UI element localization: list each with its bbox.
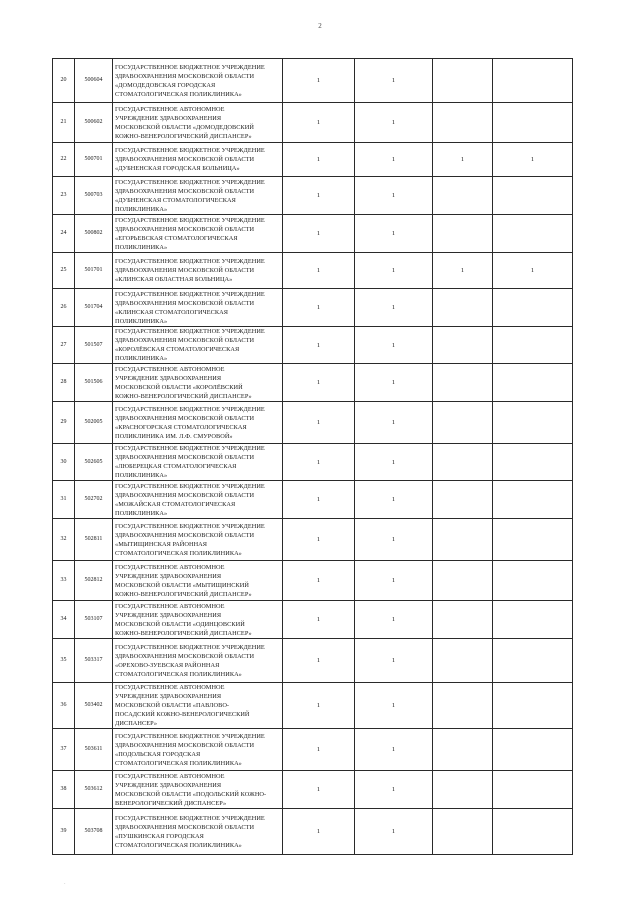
value-cell: 1 [283, 143, 355, 177]
value-cell [493, 809, 573, 855]
table-row [53, 519, 573, 561]
value-cell: 1 [355, 771, 433, 809]
institutions-table [52, 58, 573, 855]
institution-name-line: МОСКОВСКОЙ ОБЛАСТИ «ДОМОДЕДОВСКИЙ [115, 123, 254, 131]
institution-name-cell [113, 364, 283, 402]
value-cell: 1 [283, 771, 355, 809]
institution-name-line: ГОСУДАРСТВЕННОЕ БЮДЖЕТНОЕ УЧРЕЖДЕНИЕ [115, 482, 265, 490]
registry-code-cell: 501507 [75, 327, 113, 364]
institution-name-line: «ЛЮБЕРЕЦКАЯ СТОМАТОЛОГИЧЕСКАЯ [115, 463, 237, 470]
registry-code-cell: 502005 [75, 402, 113, 444]
institution-name-line: ГОСУДАРСТВЕННОЕ БЮДЖЕТНОЕ УЧРЕЖДЕНИЕ [115, 216, 265, 224]
value-cell [433, 215, 493, 253]
registry-code-cell: 502702 [75, 481, 113, 519]
institution-name-line: СТОМАТОЛОГИЧЕСКАЯ ПОЛИКЛИНИКА» [115, 670, 242, 678]
institution-name-line: ПОЛИКЛИНИКА» [115, 509, 168, 517]
institution-name-line: ГОСУДАРСТВЕННОЕ БЮДЖЕТНОЕ УЧРЕЖДЕНИЕ [115, 814, 265, 822]
institution-name-cell [113, 639, 283, 683]
institution-name-line: ПОЛИКЛИНИКА» [115, 355, 168, 362]
table-row [53, 444, 573, 481]
institution-name-line: ЗДРАВООХРАНЕНИЯ МОСКОВСКОЙ ОБЛАСТИ [115, 72, 255, 80]
registry-code-cell: 502812 [75, 561, 113, 601]
row-number-cell: 23 [53, 177, 75, 215]
value-cell: 1 [355, 481, 433, 519]
value-cell [433, 402, 493, 444]
table-row [53, 639, 573, 683]
row-number-cell: 36 [53, 683, 75, 729]
page-number: 2 [318, 22, 322, 30]
value-cell [493, 683, 573, 729]
value-cell [493, 402, 573, 444]
row-number-cell: 30 [53, 444, 75, 481]
institution-name-line: КОЖНО-ВЕНЕРОЛОГИЧЕСКИЙ ДИСПАНСЕР» [115, 132, 252, 140]
table-row [53, 402, 573, 444]
institution-name-cell [113, 103, 283, 143]
institution-name-line: КОЖНО-ВЕНЕРОЛОГИЧЕСКИЙ ДИСПАНСЕР» [115, 392, 252, 400]
value-cell: 1 [283, 59, 355, 103]
row-number-cell: 33 [53, 561, 75, 601]
registry-code-cell: 503708 [75, 809, 113, 855]
value-cell: 1 [283, 103, 355, 143]
table-row [53, 143, 573, 177]
value-cell [493, 519, 573, 561]
institution-name-line: «КРАСНОГОРСКАЯ СТОМАТОЛОГИЧЕСКАЯ [115, 423, 247, 431]
table-row [53, 729, 573, 771]
institution-name-line: ПОЛИКЛИНИКА» [115, 205, 168, 213]
value-cell: 1 [283, 561, 355, 601]
row-number-cell: 26 [53, 289, 75, 327]
value-cell: 1 [355, 402, 433, 444]
table-row [53, 683, 573, 729]
institution-name-line: «ПУШКИНСКАЯ ГОРОДСКАЯ [115, 832, 204, 840]
value-cell [433, 364, 493, 402]
value-cell: 1 [355, 215, 433, 253]
footer-mark: · [64, 882, 66, 887]
value-cell: 1 [355, 177, 433, 215]
table-row [53, 289, 573, 327]
registry-code-cell: 501704 [75, 289, 113, 327]
value-cell [433, 59, 493, 103]
institution-name-line: «ДУБНЕНСКАЯ СТОМАТОЛОГИЧЕСКАЯ [115, 196, 236, 204]
institution-name-line: УЧРЕЖДЕНИЕ ЗДРАВООХРАНЕНИЯ [115, 114, 222, 122]
institution-name-line: «ОРЕХОВО-ЗУЕВСКАЯ РАЙОННАЯ [115, 661, 220, 669]
table-row [53, 771, 573, 809]
row-number-cell: 37 [53, 729, 75, 771]
institution-name-line: МОСКОВСКОЙ ОБЛАСТИ «КОРОЛЁВСКИЙ [115, 383, 243, 391]
row-number-cell: 39 [53, 809, 75, 855]
value-cell: 1 [355, 683, 433, 729]
institution-name-line: ЗДРАВООХРАНЕНИЯ МОСКОВСКОЙ ОБЛАСТИ [115, 225, 255, 233]
value-cell [433, 639, 493, 683]
institution-name-line: ЗДРАВООХРАНЕНИЯ МОСКОВСКОЙ ОБЛАСТИ [115, 454, 255, 461]
institution-name-line: «КОРОЛЁВСКАЯ СТОМАТОЛОГИЧЕСКАЯ [115, 346, 240, 353]
value-cell: 1 [283, 683, 355, 729]
registry-code-cell: 501701 [75, 253, 113, 289]
row-number-cell: 31 [53, 481, 75, 519]
institution-name-cell [113, 561, 283, 601]
table-row [53, 364, 573, 402]
value-cell [493, 561, 573, 601]
institution-name-line: ЗДРАВООХРАНЕНИЯ МОСКОВСКОЙ ОБЛАСТИ [115, 491, 255, 499]
value-cell [433, 177, 493, 215]
value-cell: 1 [355, 729, 433, 771]
institution-name-line: СТОМАТОЛОГИЧЕСКАЯ ПОЛИКЛИНИКА» [115, 759, 242, 767]
row-number-cell: 32 [53, 519, 75, 561]
institution-name-line: ПОЛИКЛИНИКА» [115, 317, 168, 325]
institution-name-line: КОЖНО-ВЕНЕРОЛОГИЧЕСКИЙ ДИСПАНСЕР» [115, 590, 252, 598]
value-cell: 1 [355, 364, 433, 402]
value-cell: 1 [283, 601, 355, 639]
institution-name-line: ГОСУДАРСТВЕННОЕ АВТОНОМНОЕ [115, 563, 225, 571]
institution-name-line: «КЛИНСКАЯ ОБЛАСТНАЯ БОЛЬНИЦА» [115, 276, 233, 283]
institution-name-line: ГОСУДАРСТВЕННОЕ БЮДЖЕТНОЕ УЧРЕЖДЕНИЕ [115, 147, 265, 154]
value-cell: 1 [283, 519, 355, 561]
institution-name-line: ГОСУДАРСТВЕННОЕ БЮДЖЕТНОЕ УЧРЕЖДЕНИЕ [115, 445, 265, 452]
institution-name-line: УЧРЕЖДЕНИЕ ЗДРАВООХРАНЕНИЯ [115, 693, 222, 700]
institution-name-line: МОСКОВСКОЙ ОБЛАСТИ «ОДИНЦОВСКИЙ [115, 620, 245, 628]
value-cell [493, 59, 573, 103]
registry-code-cell: 503317 [75, 639, 113, 683]
registry-code-cell: 500802 [75, 215, 113, 253]
institution-name-line: ЗДРАВООХРАНЕНИЯ МОСКОВСКОЙ ОБЛАСТИ [115, 267, 255, 274]
value-cell: 1 [283, 729, 355, 771]
institution-name-line: «ДОМОДЕДОВСКАЯ ГОРОДСКАЯ [115, 81, 216, 89]
value-cell: 1 [283, 481, 355, 519]
row-number-cell: 34 [53, 601, 75, 639]
registry-code-cell: 502605 [75, 444, 113, 481]
institution-name-cell [113, 809, 283, 855]
value-cell: 1 [355, 519, 433, 561]
institution-name-line: МОСКОВСКОЙ ОБЛАСТИ «ПОДОЛЬСКИЙ КОЖНО- [115, 790, 267, 798]
institution-name-line: «МЫТИЩИНСКАЯ РАЙОННАЯ [115, 540, 208, 548]
institution-name-line: ЗДРАВООХРАНЕНИЯ МОСКОВСКОЙ ОБЛАСТИ [115, 741, 255, 749]
institution-name-line: ГОСУДАРСТВЕННОЕ БЮДЖЕТНОЕ УЧРЕЖДЕНИЕ [115, 328, 265, 335]
value-cell [433, 327, 493, 364]
institution-name-line: ГОСУДАРСТВЕННОЕ БЮДЖЕТНОЕ УЧРЕЖДЕНИЕ [115, 290, 265, 298]
table-row [53, 103, 573, 143]
registry-code-cell: 501506 [75, 364, 113, 402]
institution-name-line: МОСКОВСКОЙ ОБЛАСТИ «ПАВЛОВО- [115, 702, 230, 709]
row-number-cell: 21 [53, 103, 75, 143]
value-cell [493, 327, 573, 364]
institution-name-line: ГОСУДАРСТВЕННОЕ БЮДЖЕТНОЕ УЧРЕЖДЕНИЕ [115, 732, 265, 740]
value-cell: 1 [355, 327, 433, 364]
registry-code-cell: 503107 [75, 601, 113, 639]
institution-name-line: УЧРЕЖДЕНИЕ ЗДРАВООХРАНЕНИЯ [115, 572, 222, 580]
value-cell [493, 289, 573, 327]
value-cell: 1 [493, 253, 573, 289]
value-cell: 1 [355, 289, 433, 327]
institution-name-cell [113, 683, 283, 729]
institution-name-cell [113, 177, 283, 215]
institution-name-line: ЗДРАВООХРАНЕНИЯ МОСКОВСКОЙ ОБЛАСТИ [115, 187, 255, 195]
value-cell [433, 103, 493, 143]
institution-name-line: «МОЖАЙСКАЯ СТОМАТОЛОГИЧЕСКАЯ [115, 500, 236, 508]
institution-name-line: СТОМАТОЛОГИЧЕСКАЯ ПОЛИКЛИНИКА» [115, 841, 242, 849]
value-cell [493, 444, 573, 481]
institution-name-line: ДИСПАНСЕР» [115, 720, 158, 727]
table-row [53, 481, 573, 519]
institution-name-line: ПОЛИКЛИНИКА ИМ. Л.Ф. СМУРОВОЙ» [115, 432, 233, 440]
value-cell: 1 [283, 639, 355, 683]
value-cell: 1 [283, 253, 355, 289]
value-cell: 1 [283, 809, 355, 855]
institution-name-line: КОЖНО-ВЕНЕРОЛОГИЧЕСКИЙ ДИСПАНСЕР» [115, 629, 252, 637]
institution-name-line: «ДУБНЕНСКАЯ ГОРОДСКАЯ БОЛЬНИЦА» [115, 165, 240, 172]
institution-name-cell [113, 402, 283, 444]
row-number-cell: 29 [53, 402, 75, 444]
institution-name-cell [113, 601, 283, 639]
registry-code-cell: 503612 [75, 771, 113, 809]
table-row [53, 809, 573, 855]
value-cell [433, 683, 493, 729]
registry-code-cell: 502811 [75, 519, 113, 561]
row-number-cell: 28 [53, 364, 75, 402]
row-number-cell: 27 [53, 327, 75, 364]
institution-name-cell [113, 143, 283, 177]
value-cell [433, 771, 493, 809]
registry-code-cell: 500701 [75, 143, 113, 177]
institution-name-line: ПОЛИКЛИНИКА» [115, 472, 168, 479]
table-row [53, 601, 573, 639]
value-cell: 1 [283, 289, 355, 327]
value-cell: 1 [355, 601, 433, 639]
registry-code-cell: 500602 [75, 103, 113, 143]
value-cell [493, 639, 573, 683]
value-cell [493, 177, 573, 215]
value-cell: 1 [355, 253, 433, 289]
value-cell: 1 [355, 809, 433, 855]
institution-name-cell [113, 253, 283, 289]
institution-name-cell [113, 771, 283, 809]
value-cell [433, 444, 493, 481]
institution-name-line: ГОСУДАРСТВЕННОЕ БЮДЖЕТНОЕ УЧРЕЖДЕНИЕ [115, 405, 265, 413]
institution-name-line: ГОСУДАРСТВЕННОЕ БЮДЖЕТНОЕ УЧРЕЖДЕНИЕ [115, 258, 265, 265]
value-cell [493, 103, 573, 143]
value-cell: 1 [283, 402, 355, 444]
institution-name-line: УЧРЕЖДЕНИЕ ЗДРАВООХРАНЕНИЯ [115, 781, 222, 789]
institution-name-cell [113, 444, 283, 481]
institution-name-line: ПОЛИКЛИНИКА» [115, 243, 168, 251]
institution-name-line: ЗДРАВООХРАНЕНИЯ МОСКОВСКОЙ ОБЛАСТИ [115, 156, 255, 163]
institution-name-line: СТОМАТОЛОГИЧЕСКАЯ ПОЛИКЛИНИКА» [115, 549, 242, 557]
institution-name-cell [113, 481, 283, 519]
institution-name-line: ГОСУДАРСТВЕННОЕ БЮДЖЕТНОЕ УЧРЕЖДЕНИЕ [115, 178, 265, 186]
value-cell: 1 [355, 444, 433, 481]
value-cell: 1 [283, 444, 355, 481]
value-cell: 1 [283, 327, 355, 364]
value-cell [493, 364, 573, 402]
institution-name-line: ГОСУДАРСТВЕННОЕ АВТОНОМНОЕ [115, 105, 225, 113]
institution-name-line: ВЕНЕРОЛОГИЧЕСКИЙ ДИСПАНСЕР» [115, 799, 227, 807]
value-cell: 1 [355, 561, 433, 601]
institution-name-cell [113, 215, 283, 253]
row-number-cell: 35 [53, 639, 75, 683]
table-row [53, 253, 573, 289]
table-row [53, 59, 573, 103]
value-cell [433, 809, 493, 855]
institution-name-line: УЧРЕЖДЕНИЕ ЗДРАВООХРАНЕНИЯ [115, 611, 222, 619]
institution-name-line: «КЛИНСКАЯ СТОМАТОЛОГИЧЕСКАЯ [115, 308, 228, 316]
institution-name-line: СТОМАТОЛОГИЧЕСКАЯ ПОЛИКЛИНИКА» [115, 90, 242, 98]
registry-code-cell: 500604 [75, 59, 113, 103]
institution-name-line: ГОСУДАРСТВЕННОЕ АВТОНОМНОЕ [115, 684, 225, 691]
value-cell [433, 481, 493, 519]
value-cell: 1 [355, 143, 433, 177]
institution-name-line: ЗДРАВООХРАНЕНИЯ МОСКОВСКОЙ ОБЛАСТИ [115, 414, 255, 422]
value-cell [493, 215, 573, 253]
institution-name-line: ГОСУДАРСТВЕННОЕ БЮДЖЕТНОЕ УЧРЕЖДЕНИЕ [115, 63, 265, 71]
registry-code-cell: 503402 [75, 683, 113, 729]
value-cell: 1 [433, 143, 493, 177]
value-cell: 1 [355, 103, 433, 143]
institution-name-line: ЗДРАВООХРАНЕНИЯ МОСКОВСКОЙ ОБЛАСТИ [115, 531, 255, 539]
row-number-cell: 20 [53, 59, 75, 103]
table-row [53, 327, 573, 364]
table-row [53, 177, 573, 215]
value-cell: 1 [493, 143, 573, 177]
institution-name-line: ГОСУДАРСТВЕННОЕ БЮДЖЕТНОЕ УЧРЕЖДЕНИЕ [115, 643, 265, 651]
institution-name-cell [113, 327, 283, 364]
value-cell [493, 481, 573, 519]
value-cell [433, 601, 493, 639]
row-number-cell: 22 [53, 143, 75, 177]
value-cell: 1 [283, 177, 355, 215]
institution-name-line: ГОСУДАРСТВЕННОЕ БЮДЖЕТНОЕ УЧРЕЖДЕНИЕ [115, 522, 265, 530]
value-cell: 1 [283, 215, 355, 253]
registry-code-cell: 500703 [75, 177, 113, 215]
row-number-cell: 25 [53, 253, 75, 289]
institution-name-cell [113, 289, 283, 327]
value-cell [493, 771, 573, 809]
institution-name-cell [113, 519, 283, 561]
value-cell: 1 [433, 253, 493, 289]
institution-name-line: ГОСУДАРСТВЕННОЕ АВТОНОМНОЕ [115, 602, 225, 610]
value-cell [493, 601, 573, 639]
institution-name-line: ГОСУДАРСТВЕННОЕ АВТОНОМНОЕ [115, 772, 225, 780]
institution-name-line: МОСКОВСКОЙ ОБЛАСТИ «МЫТИЩИНСКИЙ [115, 581, 249, 589]
row-number-cell: 38 [53, 771, 75, 809]
value-cell [493, 729, 573, 771]
institution-name-line: ЗДРАВООХРАНЕНИЯ МОСКОВСКОЙ ОБЛАСТИ [115, 652, 255, 660]
institution-name-line: ГОСУДАРСТВЕННОЕ АВТОНОМНОЕ [115, 365, 225, 373]
institution-name-line: УЧРЕЖДЕНИЕ ЗДРАВООХРАНЕНИЯ [115, 374, 222, 382]
value-cell [433, 561, 493, 601]
table-row [53, 215, 573, 253]
value-cell [433, 289, 493, 327]
value-cell [433, 519, 493, 561]
table-row [53, 561, 573, 601]
institution-name-line: ЗДРАВООХРАНЕНИЯ МОСКОВСКОЙ ОБЛАСТИ [115, 337, 255, 344]
value-cell: 1 [355, 59, 433, 103]
row-number-cell: 24 [53, 215, 75, 253]
value-cell: 1 [283, 364, 355, 402]
registry-code-cell: 503611 [75, 729, 113, 771]
institution-name-line: ЗДРАВООХРАНЕНИЯ МОСКОВСКОЙ ОБЛАСТИ [115, 823, 255, 831]
table-body [53, 59, 573, 855]
institution-name-line: «ПОДОЛЬСКАЯ ГОРОДСКАЯ [115, 750, 201, 758]
institution-name-line: ЗДРАВООХРАНЕНИЯ МОСКОВСКОЙ ОБЛАСТИ [115, 299, 255, 307]
institution-name-line: «ЕГОРЬЕВСКАЯ СТОМАТОЛОГИЧЕСКАЯ [115, 234, 238, 242]
institution-name-cell [113, 729, 283, 771]
value-cell [433, 729, 493, 771]
institution-name-line: ПОСАДСКИЙ КОЖНО-ВЕНЕРОЛОГИЧЕСКИЙ [115, 711, 250, 718]
institution-name-cell [113, 59, 283, 103]
value-cell: 1 [355, 639, 433, 683]
